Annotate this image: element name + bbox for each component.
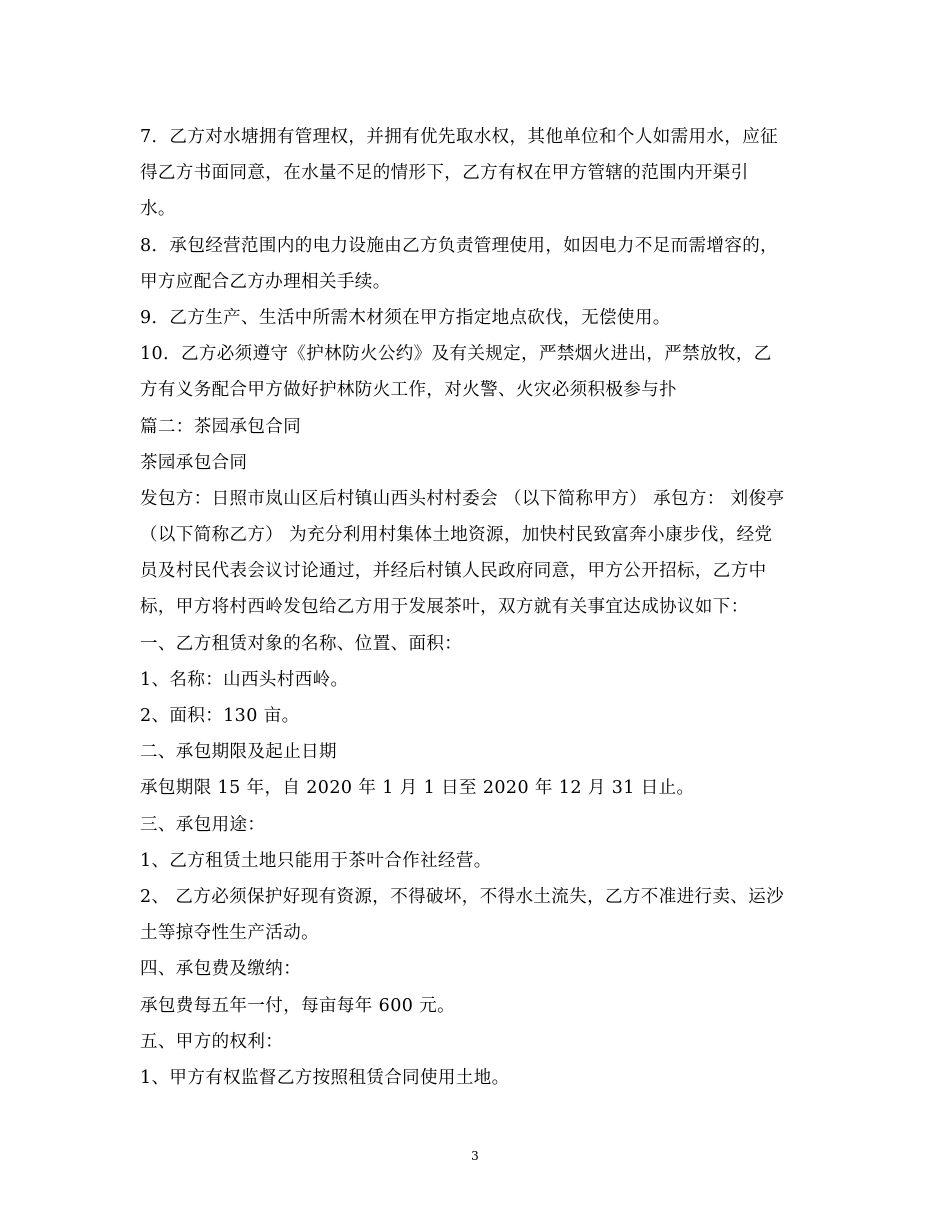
text-line: 标，甲方将村西岭发包给乙方用于发展茶叶，双方就有关事宜达成协议如下： — [140, 597, 749, 618]
text-line: 发包方：日照市岚山区后村镇山西头村村委会 （以下简称甲方） 承包方： 刘俊亭 — [140, 488, 785, 509]
text-line: 2、 乙方必须保护好现有资源，不得破坏，不得水土流失，乙方不准进行卖、运沙 — [140, 886, 784, 907]
text-line: 水。 — [140, 199, 176, 220]
text-line: 承包费每五年一付，每亩每年 600 元。 — [140, 995, 456, 1016]
text-line: 员及村民代表会议讨论通过，并经后村镇人民政府同意，甲方公开招标，乙方中 — [140, 561, 767, 582]
text-line: 1、甲方有权监督乙方按照租赁合同使用土地。 — [140, 1067, 510, 1088]
text-line: 1、乙方租赁土地只能用于茶叶合作社经营。 — [140, 850, 492, 871]
text-line: 承包期限 15 年，自 2020 年 1 月 1 日至 2020 年 12 月 31 日止。 — [140, 778, 695, 799]
text-line: 9．乙方生产、生活中所需木材须在甲方指定地点砍伐，无偿使用。 — [140, 307, 671, 328]
section-heading: 二、承包期限及起止日期 — [140, 742, 337, 763]
text-line: 甲方应配合乙方办理相关手续。 — [140, 271, 391, 292]
document-body — [140, 119, 830, 1096]
text-line: （以下简称乙方） 为充分利用村集体土地资源，加快村民致富奔小康步伐，经党 — [140, 525, 773, 546]
text-line: 土等掠夺性生产活动。 — [140, 923, 319, 944]
section-heading: 一、乙方租赁对象的名称、位置、面积： — [140, 633, 463, 654]
text-line: 7．乙方对水塘拥有管理权，并拥有优先取水权，其他单位和个人如需用水，应征 — [140, 127, 779, 147]
text-line: 8．承包经营范围内的电力设施由乙方负责管理使用，如因电力不足而需增容的， — [140, 235, 779, 256]
section-heading: 三、承包用途： — [140, 814, 266, 835]
text-line: 方有义务配合甲方做好护林防火工作，对火警、火灾必须积极参与扑 — [140, 380, 677, 401]
text-line: 1、名称：山西头村西岭。 — [140, 669, 349, 690]
text-line: 2、面积：130 亩。 — [140, 706, 300, 726]
text-line: 得乙方书面同意，在水量不足的情形下，乙方有权在甲方管辖的范围内开渠引 — [140, 163, 749, 184]
page-number: 3 — [471, 1149, 479, 1163]
section-heading: 五、甲方的权利： — [140, 1031, 284, 1052]
text-line: 10．乙方必须遵守《护林防火公约》及有关规定，严禁烟火进出，严禁放牧，乙 — [140, 344, 772, 365]
section-heading: 篇二：茶园承包合同 — [140, 416, 302, 437]
document-title: 茶园承包合同 — [140, 452, 248, 473]
section-heading: 四、承包费及缴纳： — [140, 959, 302, 980]
